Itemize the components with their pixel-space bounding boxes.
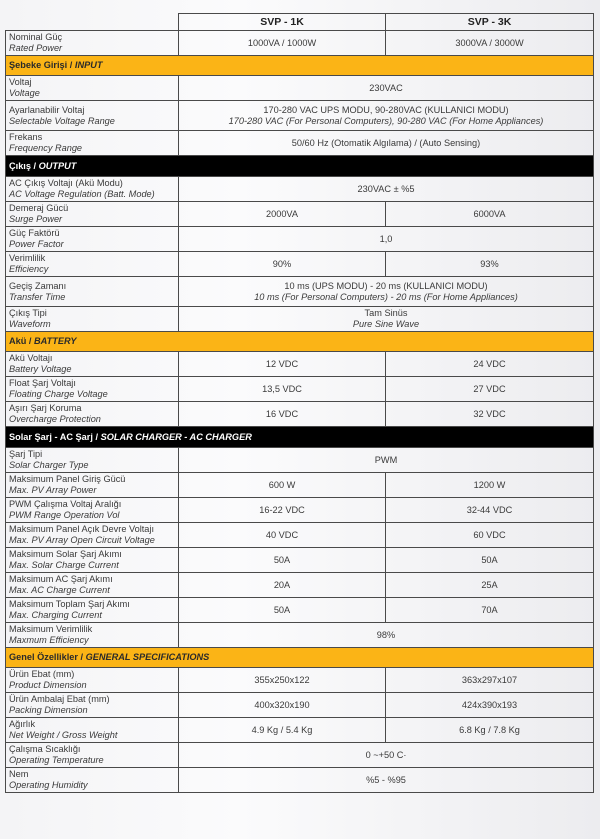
section-header-row (6, 427, 594, 448)
spec-value-shared (179, 277, 594, 307)
spec-value-svp-3k: 70A (386, 598, 594, 623)
spec-value-en: 10 ms (For Personal Computers) - 20 ms (For Home Appliances) (254, 291, 518, 302)
spec-value-svp-1k: 400x320x190 (179, 693, 386, 718)
spec-label-cell (6, 473, 179, 498)
spec-value-shared: 98% (179, 623, 594, 648)
spec-label-cell (6, 668, 179, 693)
spec-label-cell (6, 448, 179, 473)
spec-row (6, 548, 594, 573)
spec-label-en: Overcharge Protection (9, 414, 101, 424)
spec-value-svp-3k: 60 VDC (386, 523, 594, 548)
spec-label-tr: Maksimum Solar Şarj Akımı (9, 549, 122, 559)
spec-label-tr: Nem (9, 769, 29, 779)
spec-row (6, 768, 594, 793)
spec-label-en: Voltage (9, 88, 40, 98)
spec-label-en: Surge Power (9, 214, 63, 224)
spec-table-body (6, 14, 594, 793)
spec-label-tr: Nominal Güç (9, 32, 63, 42)
spec-label-cell (6, 131, 179, 156)
section-title-en: GENERAL SPECIFICATIONS (85, 652, 210, 662)
spec-label-cell (6, 307, 179, 332)
spec-label-en: Max. Solar Charge Current (9, 560, 119, 570)
spec-value-tr: 170-280 VAC UPS MODU, 90-280VAC (KULLANICI MODU) (263, 104, 509, 115)
spec-label-en: Packing Dimension (9, 705, 88, 715)
spec-label-cell (6, 202, 179, 227)
spec-label-tr: Akü Voltajı (9, 353, 53, 363)
spec-value-svp-3k: 3000VA / 3000W (386, 31, 594, 56)
spec-label-tr: Frekans (9, 132, 43, 142)
spec-label-tr: Demeraj Gücü (9, 203, 69, 213)
spec-value-svp-1k: 90% (179, 252, 386, 277)
section-title-tr: Genel Özellikler / (9, 652, 86, 662)
spec-row (6, 101, 594, 131)
spec-value-svp-1k: 355x250x122 (179, 668, 386, 693)
spec-value-svp-1k: 20A (179, 573, 386, 598)
spec-value-en: Pure Sine Wave (352, 319, 420, 329)
spec-label-tr: Çalışma Sıcaklığı (9, 744, 81, 754)
spec-row (6, 177, 594, 202)
spec-row (6, 498, 594, 523)
spec-label-tr: Güç Faktörü (9, 228, 60, 238)
spec-label-cell (6, 76, 179, 101)
spec-label-cell (6, 548, 179, 573)
spec-label-en: Efficiency (9, 264, 49, 274)
spec-label-tr: Voltaj (9, 77, 32, 87)
spec-label-cell (6, 352, 179, 377)
spec-label-cell (6, 277, 179, 307)
spec-label-en: Max. PV Array Power (9, 485, 97, 495)
spec-row (6, 743, 594, 768)
header-blank-cell (6, 14, 179, 31)
model-header-svp-1k: SVP - 1K (179, 14, 386, 31)
spec-label-en: Power Factor (9, 239, 64, 249)
section-header-row (6, 648, 594, 668)
section-header (6, 648, 594, 668)
spec-label-tr: Maksimum Panel Açık Devre Voltajı (9, 524, 155, 534)
spec-row (6, 252, 594, 277)
spec-row (6, 573, 594, 598)
spec-row (6, 377, 594, 402)
spec-label-cell (6, 743, 179, 768)
spec-label-cell (6, 227, 179, 252)
section-header (6, 332, 594, 352)
spec-value-shared: 50/60 Hz (Otomatik Algılama) / (Auto Sensing) (179, 131, 594, 156)
spec-label-cell (6, 623, 179, 648)
spec-value-svp-3k: 6000VA (386, 202, 594, 227)
spec-value-svp-1k: 16-22 VDC (179, 498, 386, 523)
spec-row (6, 693, 594, 718)
spec-value-svp-3k: 25A (386, 573, 594, 598)
section-title-en: SOLAR CHARGER - AC CHARGER (100, 431, 252, 442)
spec-label-en: Solar Charger Type (9, 460, 89, 470)
spec-value-svp-1k: 600 W (179, 473, 386, 498)
section-title-tr: Çıkış / (9, 160, 39, 171)
spec-value-svp-1k: 50A (179, 548, 386, 573)
spec-label-en: Floating Charge Voltage (9, 389, 108, 399)
spec-label-en: Net Weight / Gross Weight (9, 730, 118, 740)
spec-label-en: Selectable Voltage Range (9, 115, 115, 126)
spec-label-cell (6, 31, 179, 56)
spec-value-svp-1k: 50A (179, 598, 386, 623)
spec-label-tr: Ürün Ebat (mm) (9, 669, 75, 679)
spec-row (6, 76, 594, 101)
spec-label-en: Rated Power (9, 43, 63, 53)
spec-row (6, 448, 594, 473)
spec-label-en: Transfer Time (9, 291, 66, 302)
spec-value-shared: 230VAC (179, 76, 594, 101)
spec-value-shared: %5 - %95 (179, 768, 594, 793)
spec-label-cell (6, 573, 179, 598)
spec-value-svp-1k: 1000VA / 1000W (179, 31, 386, 56)
section-title-en: OUTPUT (38, 160, 77, 171)
spec-value-shared: PWM (179, 448, 594, 473)
spec-table (5, 13, 594, 793)
section-title-tr: Akü / (9, 336, 35, 346)
spec-label-tr: Ayarlanabilir Voltaj (9, 104, 85, 115)
spec-row (6, 598, 594, 623)
spec-value-svp-3k: 32 VDC (386, 402, 594, 427)
section-header (6, 156, 594, 177)
spec-value-shared (179, 101, 594, 131)
section-header-row (6, 156, 594, 177)
spec-label-cell (6, 402, 179, 427)
spec-value-shared: 1,0 (179, 227, 594, 252)
spec-value-svp-1k: 2000VA (179, 202, 386, 227)
spec-label-cell (6, 598, 179, 623)
spec-value-svp-1k: 40 VDC (179, 523, 386, 548)
spec-label-tr: Maksimum Toplam Şarj Akımı (9, 599, 130, 609)
spec-value-svp-3k: 50A (386, 548, 594, 573)
spec-row (6, 523, 594, 548)
spec-label-en: PWM Range Operation Vol (9, 510, 120, 520)
spec-value-shared (179, 307, 594, 332)
section-title-tr: Solar Şarj - AC Şarj / (9, 431, 101, 442)
spec-value-svp-3k: 363x297x107 (386, 668, 594, 693)
spec-value-svp-3k: 6.8 Kg / 7.8 Kg (386, 718, 594, 743)
spec-label-en: Maxmum Efficiency (9, 635, 89, 645)
spec-row (6, 473, 594, 498)
spec-row (6, 131, 594, 156)
spec-label-en: Frequency Range (9, 143, 83, 153)
spec-label-tr: Maksimum Verimlilik (9, 624, 93, 634)
spec-value-svp-1k: 16 VDC (179, 402, 386, 427)
spec-label-en: Product Dimension (9, 680, 87, 690)
spec-value-svp-1k: 12 VDC (179, 352, 386, 377)
spec-value-svp-3k: 24 VDC (386, 352, 594, 377)
spec-label-cell (6, 693, 179, 718)
spec-value-tr: Tam Sinüs (364, 308, 408, 318)
spec-label-en: Max. AC Charge Current (9, 585, 110, 595)
spec-label-tr: Çıkış Tipi (9, 308, 47, 318)
spec-label-tr: Geçiş Zamanı (9, 280, 67, 291)
spec-label-en: Battery Voltage (9, 364, 72, 374)
spec-label-cell (6, 377, 179, 402)
spec-row (6, 277, 594, 307)
spec-label-tr: Float Şarj Voltajı (9, 378, 76, 388)
spec-value-svp-1k: 4.9 Kg / 5.4 Kg (179, 718, 386, 743)
spec-row (6, 307, 594, 332)
spec-row (6, 718, 594, 743)
spec-row (6, 227, 594, 252)
section-title-en: BATTERY (34, 336, 77, 346)
spec-label-cell (6, 252, 179, 277)
spec-label-cell (6, 523, 179, 548)
spec-value-svp-3k: 32-44 VDC (386, 498, 594, 523)
spec-label-tr: AC Çıkış Voltajı (Akü Modu) (9, 178, 123, 188)
spec-label-en: Waveform (9, 319, 51, 329)
spec-label-tr: Ürün Ambalaj Ebat (mm) (9, 694, 110, 704)
spec-label-tr: PWM Çalışma Voltaj Aralığı (9, 499, 122, 509)
section-header (6, 56, 594, 76)
spec-label-tr: Aşırı Şarj Koruma (9, 403, 82, 413)
section-title-en: INPUT (74, 60, 103, 70)
spec-value-svp-3k: 93% (386, 252, 594, 277)
spec-label-en: Operating Temperature (9, 755, 104, 765)
section-header (6, 427, 594, 448)
spec-row (6, 31, 594, 56)
spec-label-cell (6, 101, 179, 131)
spec-label-cell (6, 498, 179, 523)
spec-value-svp-1k: 13,5 VDC (179, 377, 386, 402)
spec-label-en: Operating Humidity (9, 780, 88, 790)
spec-label-tr: Verimlilik (9, 253, 46, 263)
spec-label-cell (6, 718, 179, 743)
spec-label-tr: Maksimum AC Şarj Akımı (9, 574, 113, 584)
spec-label-en: AC Voltage Regulation (Batt. Mode) (9, 189, 155, 199)
spec-label-tr: Şarj Tipi (9, 449, 43, 459)
spec-label-tr: Maksimum Panel Giriş Gücü (9, 474, 126, 484)
section-header-row (6, 56, 594, 76)
spec-row (6, 352, 594, 377)
section-title-tr: Şebeke Girişi / (9, 60, 75, 70)
spec-label-en: Max. Charging Current (9, 610, 102, 620)
spec-label-tr: Ağırlık (9, 719, 36, 729)
spec-value-svp-3k: 1200 W (386, 473, 594, 498)
model-header-row (6, 14, 594, 31)
spec-row (6, 623, 594, 648)
spec-label-cell (6, 768, 179, 793)
spec-value-tr: 10 ms (UPS MODU) - 20 ms (KULLANICI MODU) (284, 280, 488, 291)
spec-value-en: 170-280 VAC (For Personal Computers), 90-280 VAC (For Home Appliances) (228, 115, 544, 126)
spec-label-cell (6, 177, 179, 202)
spec-label-en: Max. PV Array Open Circuit Voltage (9, 535, 155, 545)
spec-row (6, 402, 594, 427)
spec-value-shared: 0 ~+50 C· (179, 743, 594, 768)
spec-row (6, 668, 594, 693)
section-header-row (6, 332, 594, 352)
spec-value-svp-3k: 27 VDC (386, 377, 594, 402)
spec-value-svp-3k: 424x390x193 (386, 693, 594, 718)
spec-row (6, 202, 594, 227)
model-header-svp-3k: SVP - 3K (386, 14, 594, 31)
spec-value-shared: 230VAC ± %5 (179, 177, 594, 202)
